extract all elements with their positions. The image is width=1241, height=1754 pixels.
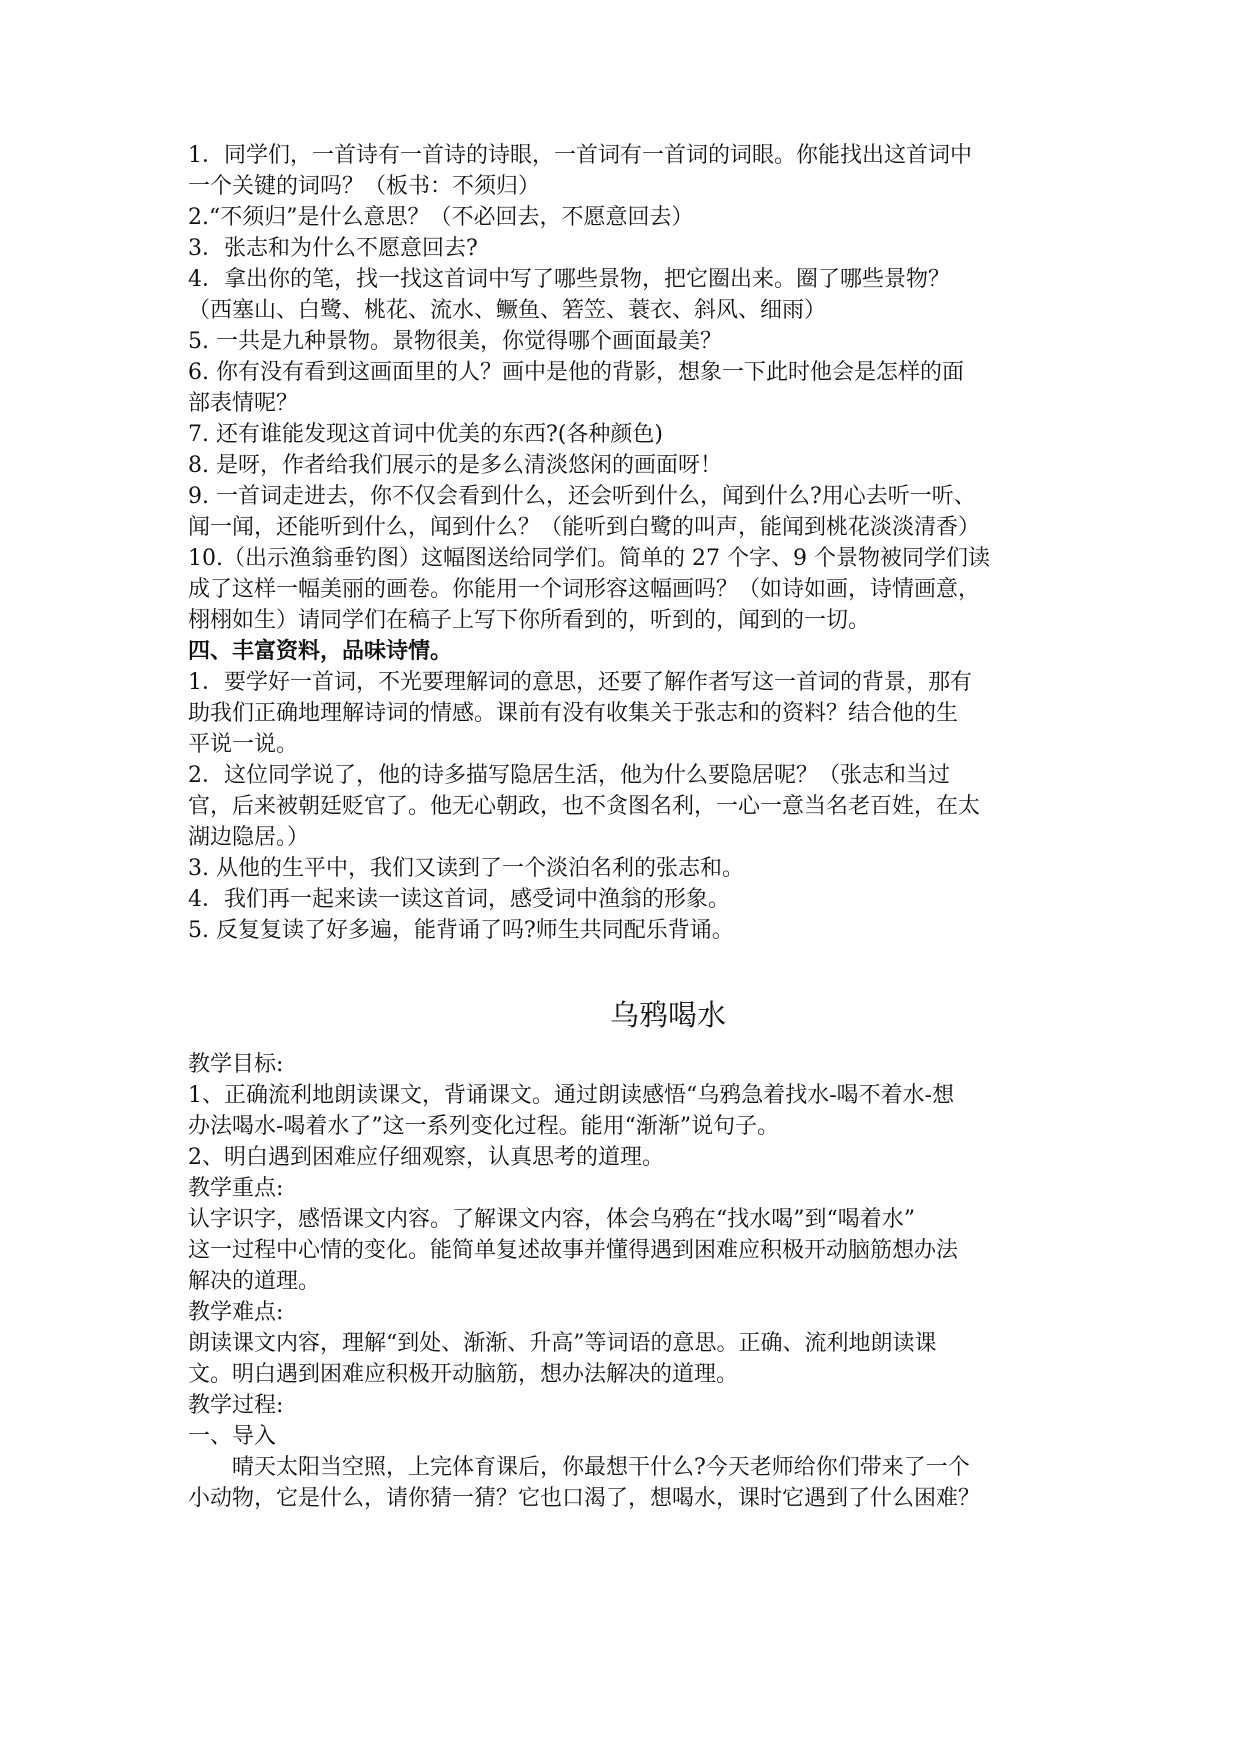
section-b-lines xyxy=(188,667,1068,946)
text-line: 3. 从他的生平中，我们又读到了一个淡泊名利的张志和。 xyxy=(188,856,744,881)
text-line: 5. 一共是九种景物。景物很美，你觉得哪个画面最美？ xyxy=(188,329,722,354)
text-line: 2、明白遇到困难应仔细观察，认真思考的道理。 xyxy=(188,1145,664,1170)
text-line: 7. 还有谁能发现这首词中优美的东西?(各种颜色) xyxy=(188,422,663,447)
text-line: 认字识字，感悟课文内容。了解课文内容，体会乌鸦在“找水喝”到“喝着水” xyxy=(188,1207,915,1232)
section-spacer xyxy=(188,946,1068,991)
section-heading: 四、丰富资料，品味诗情。 xyxy=(188,638,453,664)
text-line: 教学目标: xyxy=(188,1052,284,1077)
text-line: 1．要学好一首词，不光要理解词的意思，还要了解作者写这一首词的背景，那有 xyxy=(188,670,972,695)
text-line: 一个关键的词吗？（板书：不须归） xyxy=(188,174,541,199)
text-line: 4．我们再一起来读一读这首词，感受词中渔翁的形象。 xyxy=(188,887,730,912)
text-line: 晴天太阳当空照，上完体育课后，你最想干什么?今天老师给你们带来了一个 xyxy=(188,1455,970,1480)
text-line: 闻一闻，还能听到什么，闻到什么？（能听到白鹭的叫声，能闻到桃花淡淡清香） xyxy=(188,515,981,540)
text-line: 文。明白遇到困难应积极开动脑筋，想办法解决的道理。 xyxy=(188,1362,739,1387)
text-line: 1．同学们，一首诗有一首诗的诗眼，一首词有一首词的词眼。你能找出这首词中 xyxy=(188,143,972,168)
text-line: 8. 是呀，作者给我们展示的是多么清淡悠闲的画面呀！ xyxy=(188,453,722,478)
lesson-title: 乌鸦喝水 xyxy=(609,998,726,1032)
text-line: 平说一说。 xyxy=(188,732,299,757)
text-line: 2.“不须归”是什么意思？（不必回去，不愿意回去） xyxy=(188,205,694,230)
text-line: 助我们正确地理解诗词的情感。课前有没有收集关于张志和的资料？结合他的生 xyxy=(188,701,959,726)
text-line: （西塞山、白鹭、桃花、流水、鳜鱼、箬笠、蓑衣、斜风、细雨） xyxy=(188,298,827,323)
text-line: 栩栩如生）请同学们在稿子上写下你所看到的，听到的，闻到的一切。 xyxy=(188,608,871,633)
text-line: 解决的道理。 xyxy=(188,1269,321,1294)
text-line: 办法喝水-喝着水了”这一系列变化过程。能用“渐渐”说句子。 xyxy=(188,1114,780,1139)
text-line: 教学重点: xyxy=(188,1176,284,1201)
text-line: 这一过程中心情的变化。能简单复述故事并懂得遇到困难应积极开动脑筋想办法 xyxy=(188,1238,959,1263)
text-line: 教学过程: xyxy=(188,1393,284,1418)
text-line: 一、导入 xyxy=(188,1424,277,1449)
text-line: 朗读课文内容，理解“到处、渐渐、升高”等词语的意思。正确、流利地朗读课 xyxy=(188,1331,937,1356)
text-line: 6. 你有没有看到这画面里的人？画中是他的背影，想象一下此时他会是怎样的面 xyxy=(188,360,964,385)
section-a-lines xyxy=(188,140,1068,636)
text-line: 3．张志和为什么不愿意回去? xyxy=(188,236,478,261)
text-line: 教学难点: xyxy=(188,1300,284,1325)
text-line: 1、正确流利地朗读课文，背诵课文。通过朗读感悟“乌鸦急着找水-喝不着水-想 xyxy=(188,1083,955,1108)
text-line: 10.（出示渔翁垂钓图）这幅图送给同学们。简单的 27 个字、9 个景物被同学们读 xyxy=(188,546,990,571)
text-line: 5. 反复复读了好多遍，能背诵了吗?师生共同配乐背诵。 xyxy=(188,918,734,943)
lesson-lines xyxy=(188,1049,1068,1514)
text-line: 4．拿出你的笔，找一找这首词中写了哪些景物，把它圈出来。圈了哪些景物？ xyxy=(188,267,950,292)
text-line: 小动物，它是什么，请你猜一猜？它也口渴了，想喝水，课时它遇到了什么困难？ xyxy=(188,1486,981,1511)
text-line: 2．这位同学说了，他的诗多描写隐居生活，他为什么要隐居呢？（张志和当过 xyxy=(188,763,950,788)
text-line: 湖边隐居。） xyxy=(188,825,310,850)
text-line: 官，后来被朝廷贬官了。他无心朝政，也不贪图名利，一心一意当名老百姓，在太 xyxy=(188,794,981,819)
text-line: 部表情呢？ xyxy=(188,391,299,416)
text-line: 成了这样一幅美丽的画卷。你能用一个词形容这幅画吗？（如诗如画，诗情画意， xyxy=(188,577,981,602)
document-page xyxy=(188,140,1068,1514)
text-line: 9. 一首词走进去，你不仅会看到什么，还会听到什么，闻到什么?用心去听一听、 xyxy=(188,484,976,509)
